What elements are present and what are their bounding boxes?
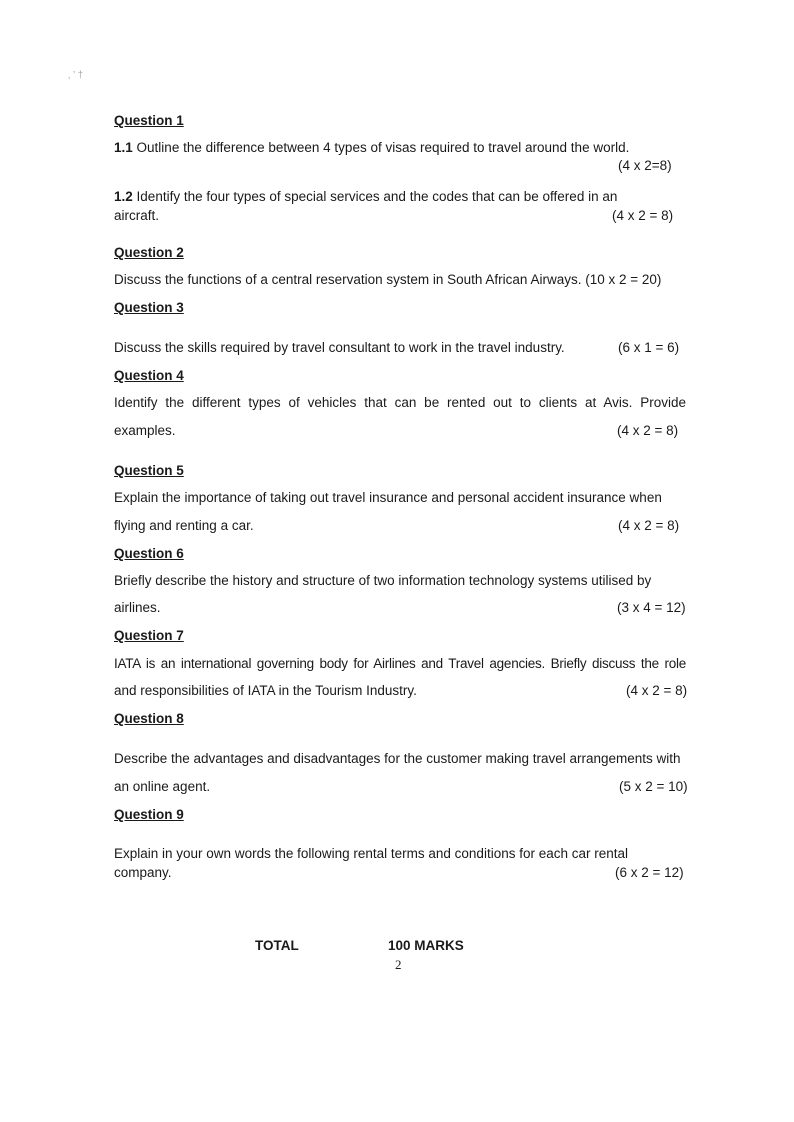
total-label: TOTAL <box>255 938 299 953</box>
question-7-text-cont: and responsibilities of IATA in the Tourism Industry. <box>114 683 417 698</box>
question-5-heading: Question 5 <box>114 463 184 478</box>
page-number: 2 <box>395 957 402 972</box>
question-9-text-cont: company. <box>114 865 172 880</box>
question-6-marks: (3 x 4 = 12) <box>617 600 686 615</box>
question-6-text-cont: airlines. <box>114 600 161 615</box>
question-8-marks: (5 x 2 = 10) <box>619 779 688 794</box>
question-5-text: Explain the importance of taking out travel insurance and personal accident insurance when <box>114 490 662 505</box>
question-9-marks: (6 x 2 = 12) <box>615 865 684 880</box>
question-7-heading: Question 7 <box>114 628 184 643</box>
question-1-2-text <box>114 189 617 204</box>
question-8-text-cont: an online agent. <box>114 779 211 794</box>
question-3-marks: (6 x 1 = 6) <box>618 340 680 355</box>
question-8-text: Describe the advantages and disadvantages for the customer making travel arrangements with <box>114 751 681 766</box>
question-1-1-marks: (4 x 2=8) <box>618 158 672 173</box>
question-8-heading: Question 8 <box>114 711 184 726</box>
question-4-text-cont: examples. <box>114 423 176 438</box>
total-value: 100 MARKS <box>388 938 464 953</box>
question-5-text-cont: flying and renting a car. <box>114 518 254 533</box>
question-1-1-text <box>114 140 629 155</box>
question-1-1-number: 1.1 <box>114 140 133 155</box>
question-4-heading: Question 4 <box>114 368 184 383</box>
question-4-text: Identify the different types of vehicles that can be rented out to clients at Avis. Provide <box>114 395 686 410</box>
question-1-2-body: Identify the four types of special services and the codes that can be offered in an <box>136 189 618 204</box>
question-9-text: Explain in your own words the following rental terms and conditions for each car rental <box>114 846 629 861</box>
question-5-marks: (4 x 2 = 8) <box>618 518 680 533</box>
question-1-2-number: 1.2 <box>114 189 133 204</box>
question-6-text: Briefly describe the history and structure of two information technology systems utilised by <box>114 573 652 588</box>
question-2-heading: Question 2 <box>114 245 184 260</box>
question-3-text: Discuss the skills required by travel consultant to work in the travel industry. <box>114 340 565 355</box>
scan-mark: ‚ ’ † <box>68 70 84 81</box>
question-1-1-body: Outline the difference between 4 types of visas required to travel around the world. <box>136 140 630 155</box>
question-3-heading: Question 3 <box>114 300 184 315</box>
question-2-text: Discuss the functions of a central reservation system in South African Airways. (10 x 2 = 20) <box>114 272 662 287</box>
question-7-text: IATA is an international governing body for Airlines and Travel agencies. Briefly discuss the role <box>114 656 686 671</box>
question-1-2-marks: (4 x 2 = 8) <box>612 208 674 223</box>
question-1-2-text-cont: aircraft. <box>114 208 160 223</box>
question-7-marks: (4 x 2 = 8) <box>626 683 688 698</box>
question-6-heading: Question 6 <box>114 546 184 561</box>
question-4-marks: (4 x 2 = 8) <box>617 423 679 438</box>
question-9-heading: Question 9 <box>114 807 184 822</box>
question-1-heading: Question 1 <box>114 113 184 128</box>
